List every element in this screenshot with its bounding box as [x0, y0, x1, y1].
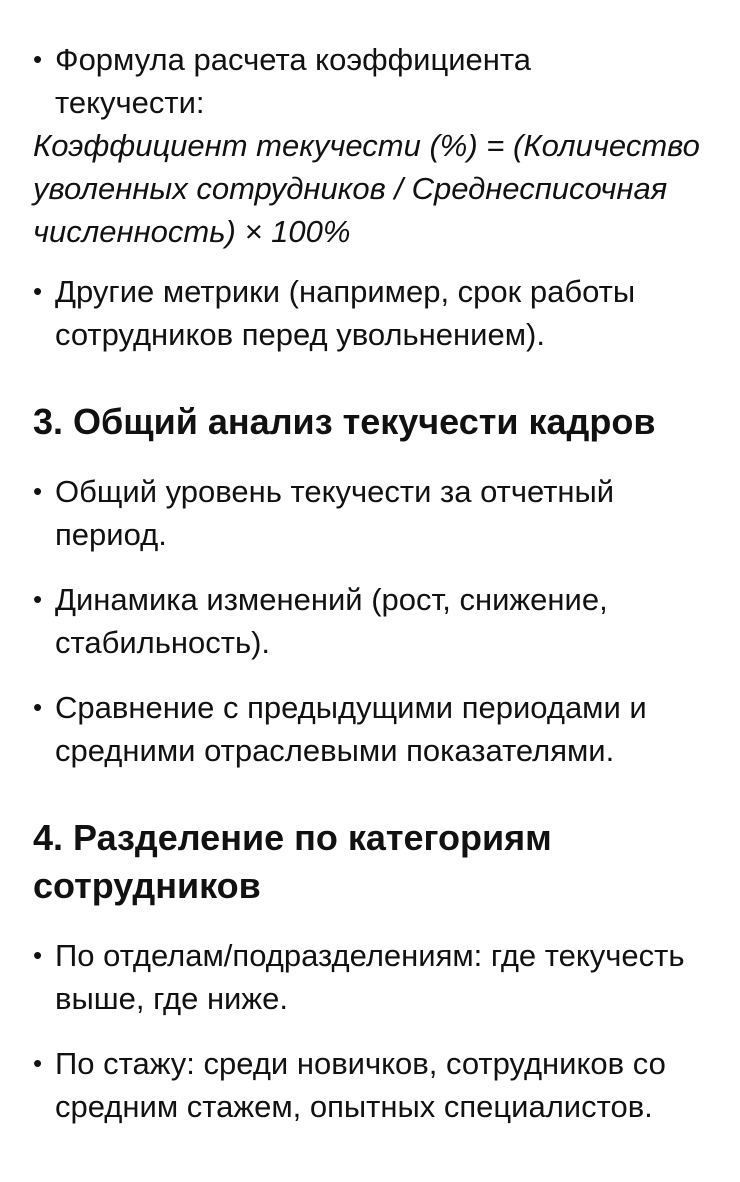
list-item — [33, 578, 710, 664]
section-3-list — [33, 470, 710, 772]
section-title-4: 4. Разделение по категориям сотрудников — [33, 817, 552, 906]
list-item — [33, 470, 710, 556]
bullet-icon: • — [33, 276, 43, 306]
list-item-text: Общий уровень текучести за отчетный период. — [55, 474, 615, 552]
list-item — [33, 1042, 710, 1128]
section-title-3: 3. Общий анализ текучести кадров — [33, 401, 656, 442]
list-item — [33, 934, 710, 1020]
list-item — [33, 686, 710, 772]
formula-text: Коэффициент текучести (%) = (Количество уволенных сотрудников / Среднесписочная численность) × 100% — [33, 128, 700, 249]
list-item-text: Формула расчета коэффициента текучести: — [55, 42, 531, 120]
list-item-text: Сравнение с предыдущими периодами и средними отраслевыми показателями. — [55, 690, 647, 768]
bullet-icon: • — [33, 940, 43, 970]
list-item-formula — [33, 38, 710, 124]
list-item-other-metrics — [33, 270, 710, 356]
list-item-text: По стажу: среди новичков, сотрудников со средним стажем, опытных специалистов. — [55, 1046, 666, 1124]
section-4-list — [33, 934, 710, 1128]
bullet-icon: • — [33, 476, 43, 506]
bullet-icon: • — [33, 584, 43, 614]
list-item-text: Динамика изменений (рост, снижение, стабильность). — [55, 582, 608, 660]
bullet-icon: • — [33, 44, 43, 74]
list-item-text: Другие метрики (например, срок работы сотрудников перед увольнением). — [55, 274, 636, 352]
list-item-text: По отделам/подразделениям: где текучесть выше, где ниже. — [55, 938, 685, 1016]
bullet-icon: • — [33, 692, 43, 722]
bullet-icon: • — [33, 1048, 43, 1078]
